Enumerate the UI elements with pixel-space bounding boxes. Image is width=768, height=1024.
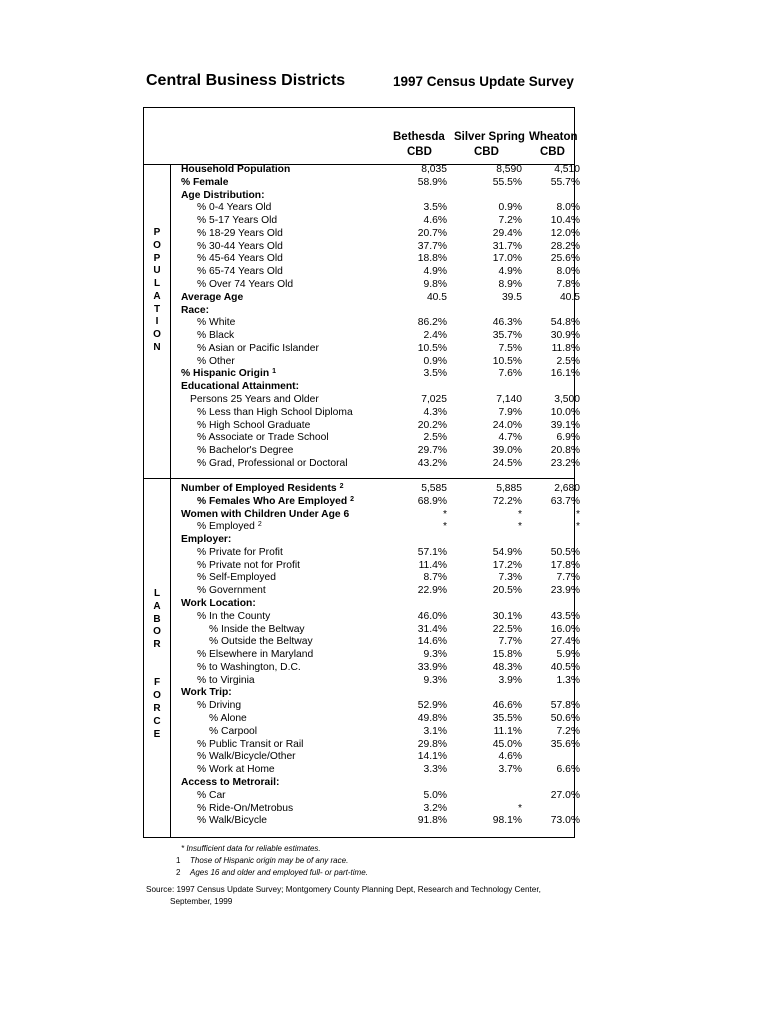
value-cell: 5,585 (421, 483, 447, 494)
value-cell: 7,025 (421, 394, 447, 406)
value-cell: 35.5% (492, 713, 522, 725)
row-label: % Less than High School Diploma (197, 406, 353, 418)
value-cell: 3.3% (423, 764, 447, 776)
table-row (0, 572, 768, 585)
value-cell: 3.7% (498, 764, 522, 776)
value-cell: 7,140 (496, 394, 522, 406)
value-cell: 4.6% (498, 751, 522, 763)
section-divider (143, 478, 575, 479)
value-cell: 8.7% (423, 572, 447, 584)
source-note: Source: 1997 Census Update Survey; Montgomery County Planning Dept, Research and Technology Center, September, 1999 (146, 885, 541, 906)
value-cell: 23.2% (550, 457, 580, 469)
value-cell: 4,510 (554, 164, 580, 175)
row-label: % Females Who Are Employed $^2$ (197, 495, 355, 507)
row-label: % to Washington, D.C. (197, 661, 301, 673)
value-cell: 30.9% (550, 330, 580, 342)
side-letter: U (153, 265, 161, 277)
value-cell: 5,885 (496, 483, 522, 494)
value-cell: 4.3% (423, 406, 447, 418)
value-cell: 57.1% (417, 546, 447, 558)
value-cell: 17.0% (492, 253, 522, 265)
row-label: % Associate or Trade School (197, 432, 329, 444)
page-subtitle: 1997 Census Update Survey (393, 74, 574, 89)
row-label: % 18-29 Years Old (197, 227, 283, 239)
row-label: % Employed $^2$ (197, 521, 262, 533)
value-cell: 91.8% (417, 815, 447, 827)
footnote: 1 Those of Hispanic origin may be of any race. (176, 856, 349, 865)
row-label: Work Location: (181, 598, 256, 610)
value-cell: 11.1% (493, 725, 522, 737)
value-cell: 40.5 (559, 291, 580, 303)
row-label: Employer: (181, 534, 232, 546)
table-row (0, 700, 768, 713)
table-row (0, 687, 768, 700)
value-cell: 31.7% (492, 240, 522, 252)
value-cell: 15.8% (492, 649, 522, 661)
value-cell: 4.9% (498, 266, 522, 278)
row-label: % Over 74 Years Old (197, 279, 294, 291)
row-label: % Black (197, 330, 235, 342)
table-row (0, 381, 768, 394)
value-cell: 72.2% (492, 495, 522, 507)
row-label: % Private not for Profit (197, 559, 301, 571)
row-label: Access to Metrorail: (181, 776, 280, 788)
row-label: Women with Children Under Age 6 (181, 508, 350, 520)
value-cell: 58.9% (417, 176, 447, 188)
row-label: % Bachelor's Degree (197, 445, 294, 457)
value-cell: 46.6% (492, 700, 522, 712)
value-cell: 40.5% (550, 661, 580, 673)
value-cell: 50.6% (550, 713, 580, 725)
value-cell: 7.6% (498, 368, 522, 380)
table-row (0, 751, 768, 764)
value-cell: 22.9% (417, 585, 447, 597)
side-letter: P (153, 227, 161, 238)
row-label: % Ride-On/Metrobus (197, 802, 294, 814)
value-cell: 0.9% (423, 355, 447, 367)
value-cell: 35.7% (492, 330, 522, 342)
row-label: Work Trip: (181, 687, 232, 699)
value-cell: 29.8% (417, 738, 447, 750)
row-label: % White (197, 317, 236, 329)
table-row (0, 764, 768, 777)
value-cell: 39.5 (501, 291, 522, 303)
value-cell: 54.9% (492, 546, 522, 558)
value-cell: 2.5% (423, 432, 447, 444)
side-letter: O (153, 329, 161, 341)
side-letter: F (153, 677, 161, 689)
value-cell: 8.0% (556, 266, 580, 278)
table-row (0, 330, 768, 343)
value-cell: 16.0% (550, 623, 580, 635)
value-cell: 24.5% (492, 457, 522, 469)
table-row (0, 662, 768, 675)
value-cell: 29.7% (417, 445, 447, 457)
table-row (0, 253, 768, 266)
value-cell: 54.8% (550, 317, 580, 329)
value-cell: 10.0% (550, 406, 580, 418)
value-cell: 5.0% (423, 789, 447, 801)
row-label: % In the County (197, 610, 271, 622)
value-cell: 46.0% (417, 610, 447, 622)
value-cell: 52.9% (417, 700, 447, 712)
table-row (0, 420, 768, 433)
table-row (0, 445, 768, 458)
row-label: % Elsewhere in Maryland (197, 649, 314, 661)
table-row (0, 228, 768, 241)
table-row (0, 343, 768, 356)
value-cell: * (442, 521, 447, 533)
row-label: % Asian or Pacific Islander (197, 342, 319, 354)
table-row (0, 534, 768, 547)
table-row (0, 739, 768, 752)
value-cell: 49.8% (417, 713, 447, 725)
table-row (0, 547, 768, 560)
table-row (0, 636, 768, 649)
side-letter: C (153, 715, 161, 727)
row-label: % High School Graduate (197, 419, 311, 431)
table-row (0, 675, 768, 688)
table-row (0, 496, 768, 509)
value-cell: 27.4% (550, 636, 580, 648)
side-letter: I (155, 316, 159, 328)
row-label: % Private for Profit (197, 546, 283, 558)
value-cell: 8.0% (556, 202, 580, 214)
column-header-silver-spring-1: Silver Spring (454, 131, 525, 143)
side-letter: O (153, 690, 161, 702)
row-label: % Work at Home (197, 764, 275, 776)
row-label: % Hispanic Origin $^1$ (181, 368, 277, 380)
value-cell: 43.5% (550, 610, 580, 622)
row-label: Persons 25 Years and Older (190, 394, 319, 406)
value-cell: 6.9% (556, 432, 580, 444)
table-row (0, 202, 768, 215)
value-cell: 55.7% (550, 176, 580, 188)
value-cell: 73.0% (550, 815, 580, 827)
footnote: * Insufficient data for reliable estimates. (181, 844, 321, 853)
value-cell: 14.6% (417, 636, 447, 648)
value-cell: 4.9% (423, 266, 447, 278)
table-row (0, 509, 768, 522)
row-label: % Inside the Beltway (209, 623, 305, 635)
table-row (0, 305, 768, 318)
side-letter: L (153, 278, 161, 290)
value-cell: 33.9% (417, 661, 447, 673)
table-row (0, 521, 768, 534)
table-row (0, 726, 768, 739)
value-cell: 2.5% (556, 355, 580, 367)
value-cell: 98.1% (492, 815, 522, 827)
value-cell: 3.2% (423, 802, 447, 814)
value-cell: 31.4% (417, 623, 447, 635)
value-cell: 3.5% (423, 368, 447, 380)
value-cell: 2.4% (423, 330, 447, 342)
value-cell: 3.9% (498, 674, 522, 686)
value-cell: 2,680 (554, 483, 580, 494)
value-cell: 20.2% (417, 419, 447, 431)
row-label: Race: (181, 304, 210, 316)
value-cell: 3,500 (554, 394, 580, 406)
row-label: % Car (197, 789, 226, 801)
value-cell: 57.8% (550, 700, 580, 712)
side-letter: B (153, 613, 161, 625)
value-cell: 7.2% (498, 215, 522, 227)
value-cell: 7.7% (556, 572, 580, 584)
value-cell: 7.8% (556, 279, 580, 291)
row-label: % Walk/Bicycle/Other (197, 751, 296, 763)
value-cell: 63.7% (550, 495, 580, 507)
value-cell: 30.1% (492, 610, 522, 622)
value-cell: 55.5% (492, 176, 522, 188)
value-cell: 8,035 (421, 164, 447, 175)
value-cell: 20.7% (417, 227, 447, 239)
value-cell: 8,590 (496, 164, 522, 175)
value-cell: 43.2% (417, 457, 447, 469)
table-row (0, 266, 768, 279)
table-row (0, 815, 768, 828)
table-row (0, 790, 768, 803)
table-row (0, 292, 768, 305)
table-row (0, 458, 768, 471)
side-letter: P (153, 252, 161, 264)
value-cell: 7.3% (498, 572, 522, 584)
table-row (0, 713, 768, 726)
table-row (0, 190, 768, 203)
value-cell: 9.3% (423, 674, 447, 686)
side-letter: N (153, 342, 161, 354)
side-letter: O (153, 626, 161, 638)
value-cell: 16.1% (550, 368, 580, 380)
value-cell: 25.6% (550, 253, 580, 265)
row-label: % Other (197, 355, 235, 367)
value-cell: 0.9% (498, 202, 522, 214)
row-label: % Self-Employed (197, 572, 276, 584)
side-letter: E (153, 728, 161, 740)
table-row (0, 560, 768, 573)
row-label: % 5-17 Years Old (197, 215, 278, 227)
value-cell: 20.8% (550, 445, 580, 457)
value-cell: 4.7% (498, 432, 522, 444)
value-cell: 23.9% (550, 585, 580, 597)
row-label: % Public Transit or Rail (197, 738, 304, 750)
value-cell: 35.6% (550, 738, 580, 750)
column-header-silver-spring-2: CBD (474, 146, 499, 158)
row-label: Average Age (181, 291, 244, 303)
value-cell: 22.5% (492, 623, 522, 635)
table-row (0, 356, 768, 369)
table-row (0, 649, 768, 662)
column-header-wheaton-2: CBD (540, 146, 565, 158)
value-cell: 12.0% (550, 227, 580, 239)
value-cell: 10.5% (417, 342, 447, 354)
value-cell: 29.4% (492, 227, 522, 239)
value-cell: 7.7% (498, 636, 522, 648)
table-row (0, 483, 768, 496)
table-row (0, 803, 768, 816)
value-cell: 4.6% (423, 215, 447, 227)
value-cell: 18.8% (417, 253, 447, 265)
table-row (0, 624, 768, 637)
row-label: % Carpool (209, 725, 258, 737)
side-letter: O (153, 239, 161, 251)
value-cell: 8.9% (498, 279, 522, 291)
value-cell: 9.3% (423, 649, 447, 661)
row-label: % 30-44 Years Old (197, 240, 283, 252)
side-letter: A (153, 600, 161, 612)
row-label: % to Virginia (197, 674, 255, 686)
row-label: % 0-4 Years Old (197, 202, 272, 214)
table-row (0, 394, 768, 407)
table-row (0, 215, 768, 228)
table-row (0, 598, 768, 611)
value-cell: 48.3% (492, 661, 522, 673)
value-cell: 28.2% (550, 240, 580, 252)
value-cell: 10.4% (550, 215, 580, 227)
value-cell: 50.5% (550, 546, 580, 558)
row-label: % Outside the Beltway (209, 636, 313, 648)
column-header-bethesda-2: CBD (407, 146, 432, 158)
row-label: % 45-64 Years Old (197, 253, 283, 265)
value-cell: 39.0% (492, 445, 522, 457)
row-label: Age Distribution: (181, 189, 265, 201)
row-label: % Driving (197, 700, 242, 712)
value-cell: 20.5% (492, 585, 522, 597)
table-row (0, 368, 768, 381)
row-label: Household Population (181, 164, 291, 175)
value-cell: 10.5% (492, 355, 522, 367)
side-letter: L (153, 588, 161, 599)
row-label: % Walk/Bicycle (197, 815, 267, 827)
column-header-wheaton-1: Wheaton (529, 131, 578, 143)
value-cell: 14.1% (417, 751, 447, 763)
page-title: Central Business Districts (146, 72, 346, 89)
side-letter: R (153, 703, 161, 715)
table-row (0, 611, 768, 624)
value-cell: 24.0% (492, 419, 522, 431)
value-cell: 40.5 (426, 291, 447, 303)
value-cell: 6.6% (556, 764, 580, 776)
value-cell: * (575, 508, 580, 520)
value-cell: * (517, 521, 522, 533)
table-row (0, 177, 768, 190)
row-label: % Female (181, 176, 229, 188)
row-label: Number of Employed Residents $^2$ (181, 483, 344, 494)
table-row (0, 164, 768, 177)
value-cell: 37.7% (417, 240, 447, 252)
value-cell: 5.9% (556, 649, 580, 661)
value-cell: 46.3% (492, 317, 522, 329)
row-label: % Grad, Professional or Doctoral (197, 457, 348, 469)
value-cell: 11.4% (418, 559, 447, 571)
value-cell: * (442, 508, 447, 520)
value-cell: 1.3% (556, 674, 580, 686)
value-cell: 45.0% (492, 738, 522, 750)
value-cell: 17.2% (492, 559, 522, 571)
table-row (0, 585, 768, 598)
value-cell: * (517, 802, 522, 814)
value-cell: 7.5% (498, 342, 522, 354)
column-header-bethesda-1: Bethesda (393, 131, 445, 143)
value-cell: 3.1% (423, 725, 447, 737)
value-cell: 27.0% (550, 789, 580, 801)
row-label: % Government (197, 585, 266, 597)
table-row (0, 279, 768, 292)
value-cell: 39.1% (550, 419, 580, 431)
value-cell: 9.8% (423, 279, 447, 291)
value-cell: 68.9% (417, 495, 447, 507)
value-cell: 7.9% (498, 406, 522, 418)
table-row (0, 317, 768, 330)
table-row (0, 241, 768, 254)
value-cell: 17.8% (550, 559, 580, 571)
table-row (0, 407, 768, 420)
side-letter: A (153, 290, 161, 302)
side-letter: T (153, 303, 161, 315)
footnote: 2 Ages 16 and older and employed full- or part-time. (176, 868, 368, 877)
value-cell: 7.2% (556, 725, 580, 737)
value-cell: 86.2% (417, 317, 447, 329)
side-letter: R (153, 639, 161, 651)
value-cell: * (517, 508, 522, 520)
row-label: % 65-74 Years Old (197, 266, 283, 278)
row-label: Educational Attainment: (181, 381, 300, 393)
value-cell: 11.8% (551, 342, 580, 354)
row-label: % Alone (209, 713, 247, 725)
value-cell: 3.5% (423, 202, 447, 214)
table-row (0, 432, 768, 445)
table-row (0, 777, 768, 790)
value-cell: * (575, 521, 580, 533)
